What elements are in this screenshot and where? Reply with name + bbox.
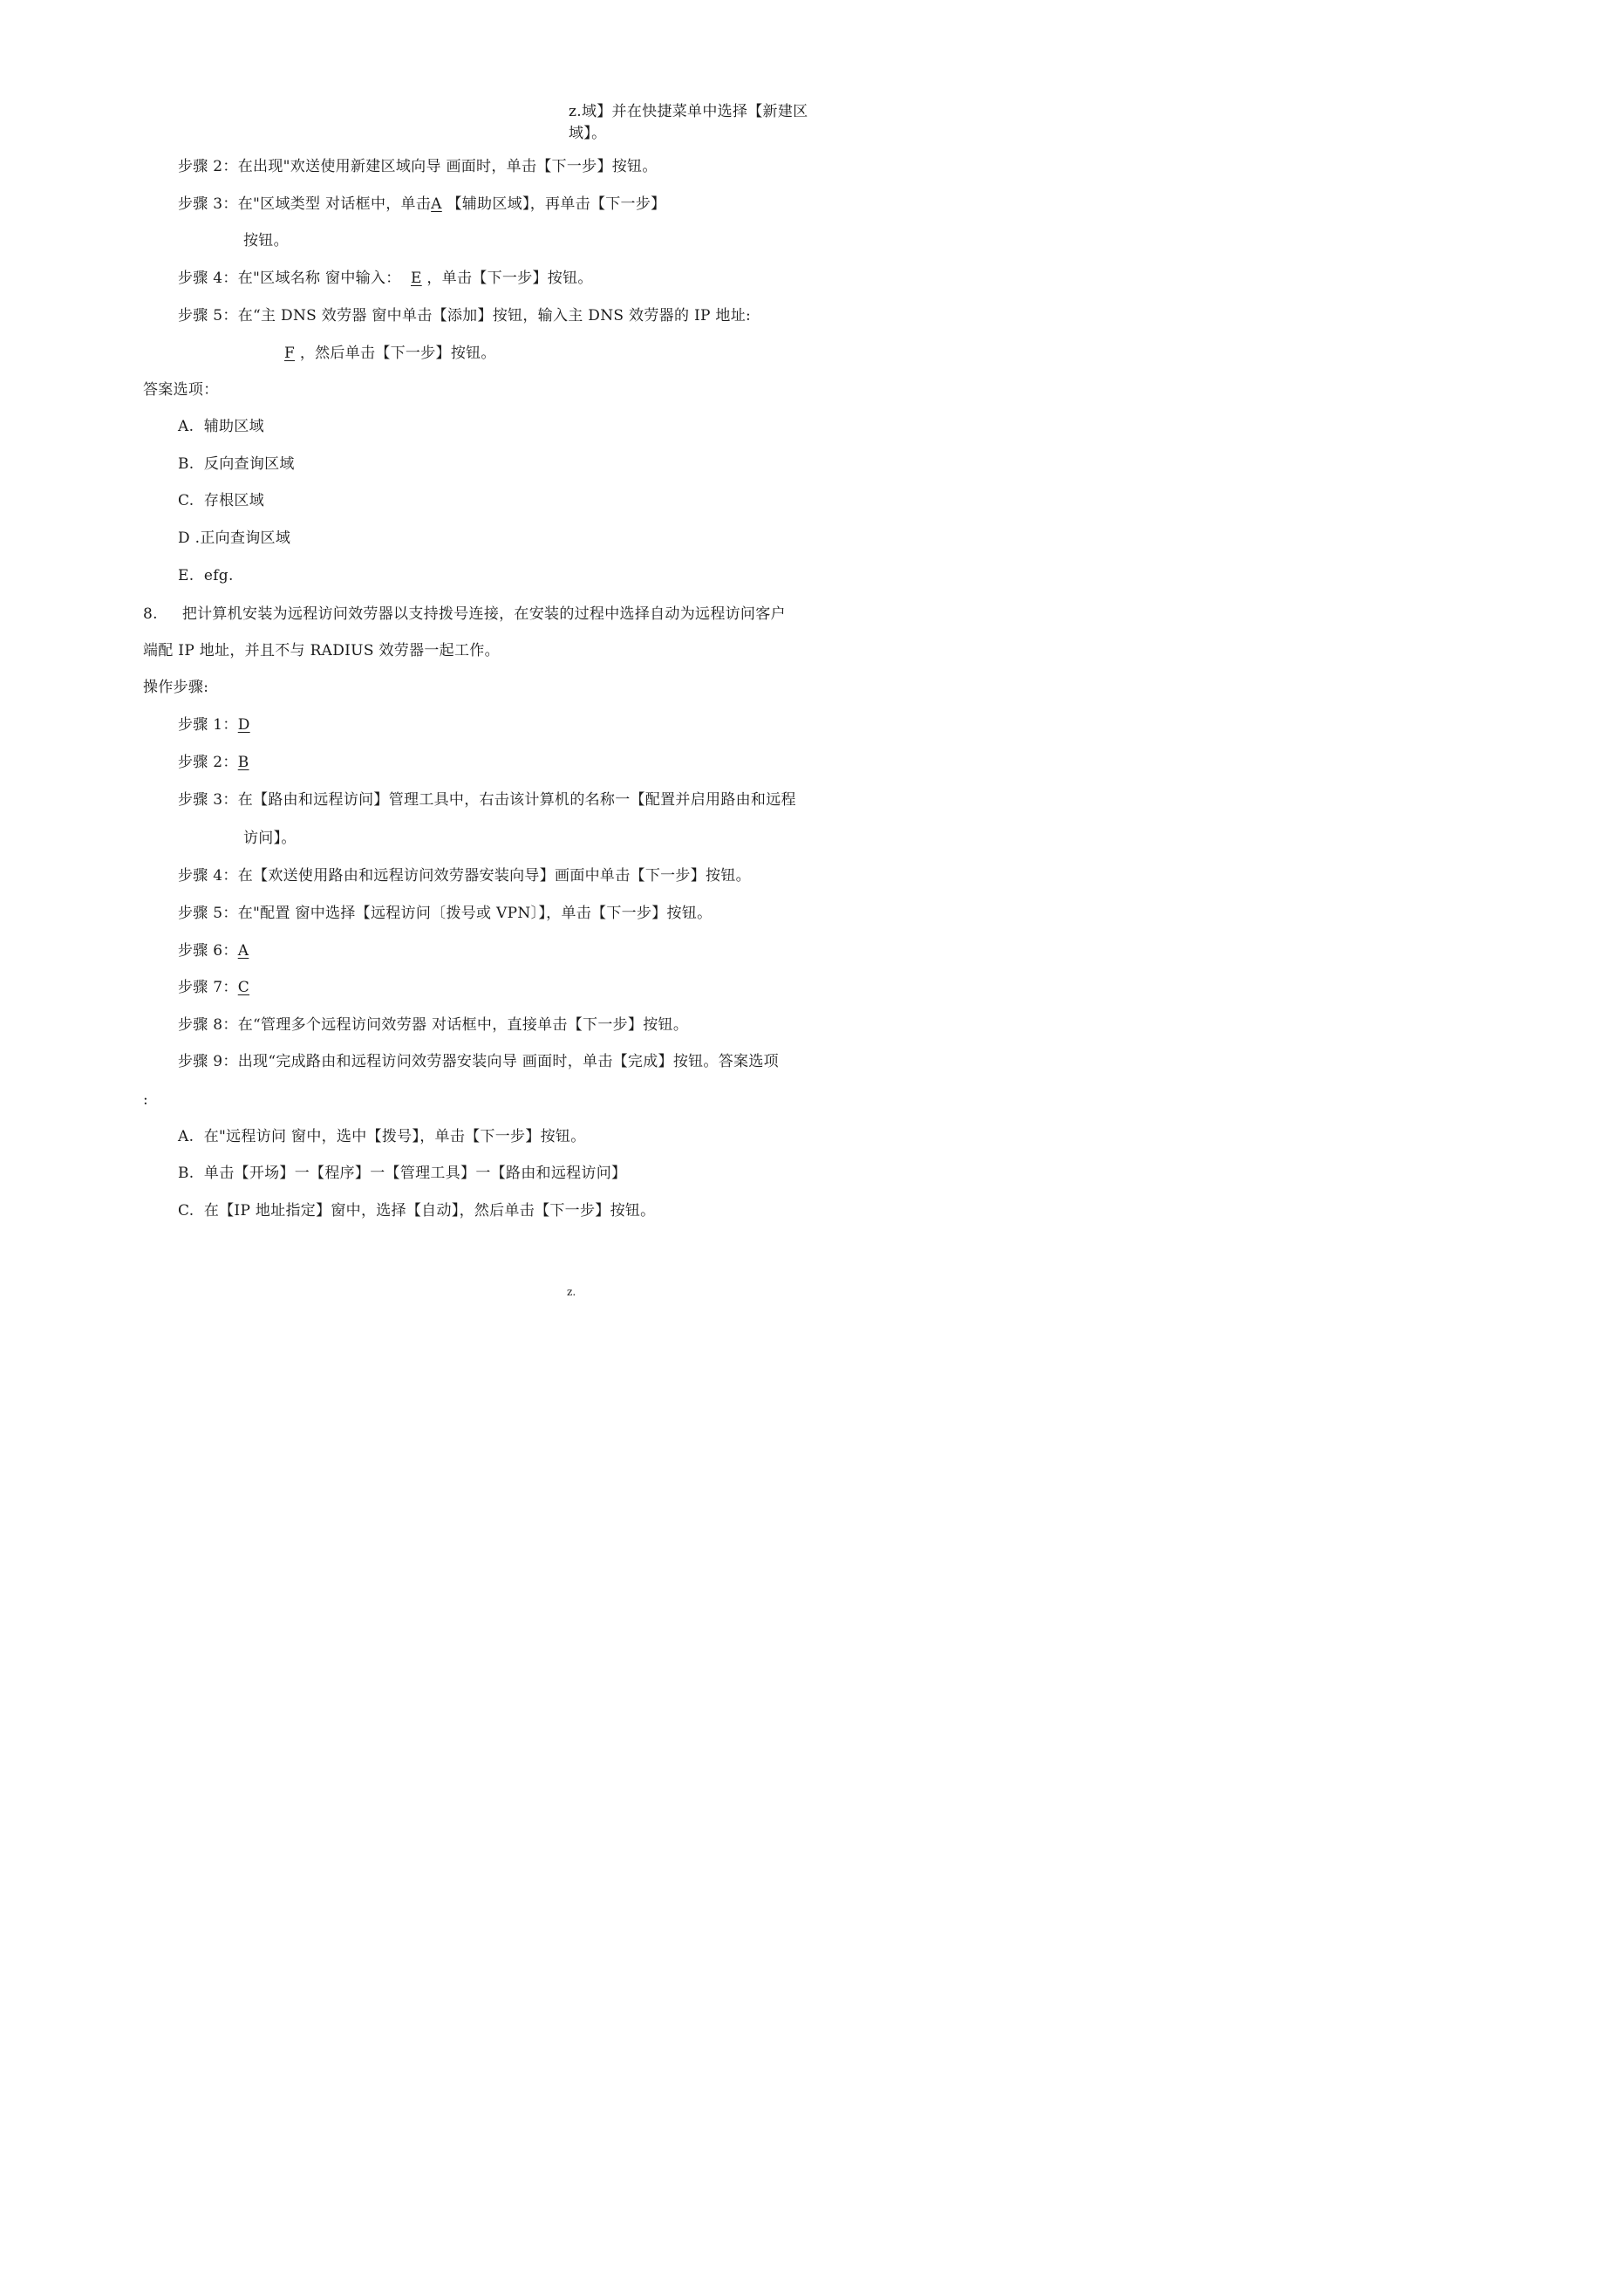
option-c: [178, 491, 264, 510]
step-label: 步骤 1：: [178, 716, 238, 734]
option-a: [178, 417, 264, 436]
step-label: 步骤 2：: [178, 158, 238, 175]
answers-colon: :: [143, 1091, 149, 1109]
step-label: 步骤 3：: [178, 195, 238, 213]
option-text: 在【IP 地址指定】窗中，选择【自动】，然后单击【下一步】按钮。: [203, 1202, 656, 1220]
question-number: 8.: [143, 605, 158, 623]
step-label: 步骤 3：: [178, 791, 238, 809]
step-text: 在【欢送使用路由和远程访问效劳器安装向导】画面中单击【下一步】按钮。: [237, 867, 751, 885]
q8-option-c: [178, 1201, 655, 1220]
question-8-line-2: 端配 IP 地址，并且不与 RADIUS 效劳器一起工作。: [143, 642, 500, 659]
step-text-post: 【辅助区域】，再单击【下一步】: [441, 195, 666, 213]
step-label: 步骤 6：: [178, 942, 238, 960]
step-text: 在【路由和远程访问】管理工具中，右击该计算机的名称一【配置并启用路由和远程: [237, 791, 796, 809]
steps-heading: 操作步骤:: [143, 679, 209, 696]
answer-blank: E: [410, 270, 422, 287]
answer-blank: C: [237, 979, 250, 996]
option-letter: D .: [178, 530, 201, 547]
answers-heading: 答案选项：: [143, 381, 219, 399]
option-text: 在"远程访问 窗中，选中【拨号】，单击【下一步】按钮。: [203, 1128, 586, 1145]
question-text: 把计算机安装为远程访问效劳器以支持拨号连接，在安装的过程中选择自动为远程访问客户: [181, 605, 786, 623]
step-label: 步骤 5：: [178, 307, 238, 325]
option-letter: C.: [178, 492, 194, 509]
q8-step-3-continuation: 访问】。: [243, 830, 297, 847]
step-label: 步骤 7：: [178, 979, 238, 996]
step-4-line: [178, 269, 593, 288]
answer-blank: A: [237, 942, 249, 960]
step-text: 在"区域名称 窗中输入：: [237, 270, 401, 287]
continuation-line-2: 域】。: [569, 125, 607, 142]
option-text: 存根区域: [203, 492, 265, 509]
q8-step-4: [178, 866, 751, 885]
option-e: [178, 566, 234, 585]
q8-step-7: [178, 978, 249, 997]
answer-blank: F: [284, 345, 296, 362]
q8-step-8: [178, 1015, 688, 1035]
step-label: 步骤 5：: [178, 905, 238, 922]
step-label: 步骤 9：: [178, 1053, 238, 1070]
q8-option-b: [178, 1164, 626, 1183]
answer-blank: B: [237, 754, 249, 771]
step-text: 在"配置 窗中选择【远程访问〔拨号或 VPN〕】，单击【下一步】按钮。: [237, 905, 713, 922]
answer-blank: A: [431, 195, 442, 213]
q8-option-a: [178, 1127, 586, 1146]
q8-step-5: [178, 904, 712, 923]
option-d: [178, 529, 290, 548]
q8-step-2: [178, 753, 249, 772]
page-footer: z.: [567, 1286, 576, 1298]
q8-step-3: [178, 790, 796, 810]
step-3-continuation: 按钮。: [243, 232, 289, 249]
step-label: 步骤 2：: [178, 754, 238, 771]
option-letter: E.: [178, 567, 194, 584]
continuation-line-1: z.域】并在快捷菜单中选择【新建区: [569, 103, 808, 120]
option-b: [178, 454, 295, 474]
option-letter: A.: [178, 1128, 194, 1145]
option-text: 辅助区域: [203, 418, 264, 435]
question-8-line-1: [143, 605, 786, 624]
step-text: 在"区域类型 对话框中，单击: [237, 195, 432, 213]
step-label: 步骤 8：: [178, 1016, 238, 1034]
step-text-post: ，然后单击【下一步】按钮。: [295, 345, 496, 362]
q8-step-6: [178, 941, 249, 960]
step-text: 出现“完成路由和远程访问效劳器安装向导 画面时，单击【完成】按钮。答案选项: [237, 1053, 779, 1070]
step-5-continuation: [284, 344, 496, 363]
option-text: 单击【开场】一【程序】一【管理工具】一【路由和远程访问】: [203, 1165, 627, 1182]
q8-step-9: [178, 1052, 779, 1071]
step-2-line: [178, 157, 658, 176]
step-label: 步骤 4：: [178, 270, 238, 287]
step-text-post: ，单击【下一步】按钮。: [421, 270, 593, 287]
answer-blank: D: [237, 716, 250, 734]
step-text: 在“管理多个远程访问效劳器 对话框中，直接单击【下一步】按钮。: [237, 1016, 689, 1034]
option-letter: A.: [178, 418, 194, 435]
step-label: 步骤 4：: [178, 867, 238, 885]
step-text: 在“主 DNS 效劳器 窗中单击【添加】按钮，输入主 DNS 效劳器的 IP 地址:: [237, 307, 752, 325]
step-5-line: [178, 306, 751, 325]
option-letter: C.: [178, 1202, 194, 1220]
option-text: efg.: [203, 567, 234, 584]
q8-step-1: [178, 715, 250, 735]
option-text: 反向查询区域: [203, 455, 295, 473]
option-letter: B.: [178, 1165, 194, 1182]
step-3-line: [178, 195, 665, 214]
document-page: [0, 0, 964, 1363]
option-text: 正向查询区域: [200, 530, 291, 547]
option-letter: B.: [178, 455, 194, 473]
step-text: 在出现"欢送使用新建区域向导 画面时，单击【下一步】按钮。: [237, 158, 658, 175]
